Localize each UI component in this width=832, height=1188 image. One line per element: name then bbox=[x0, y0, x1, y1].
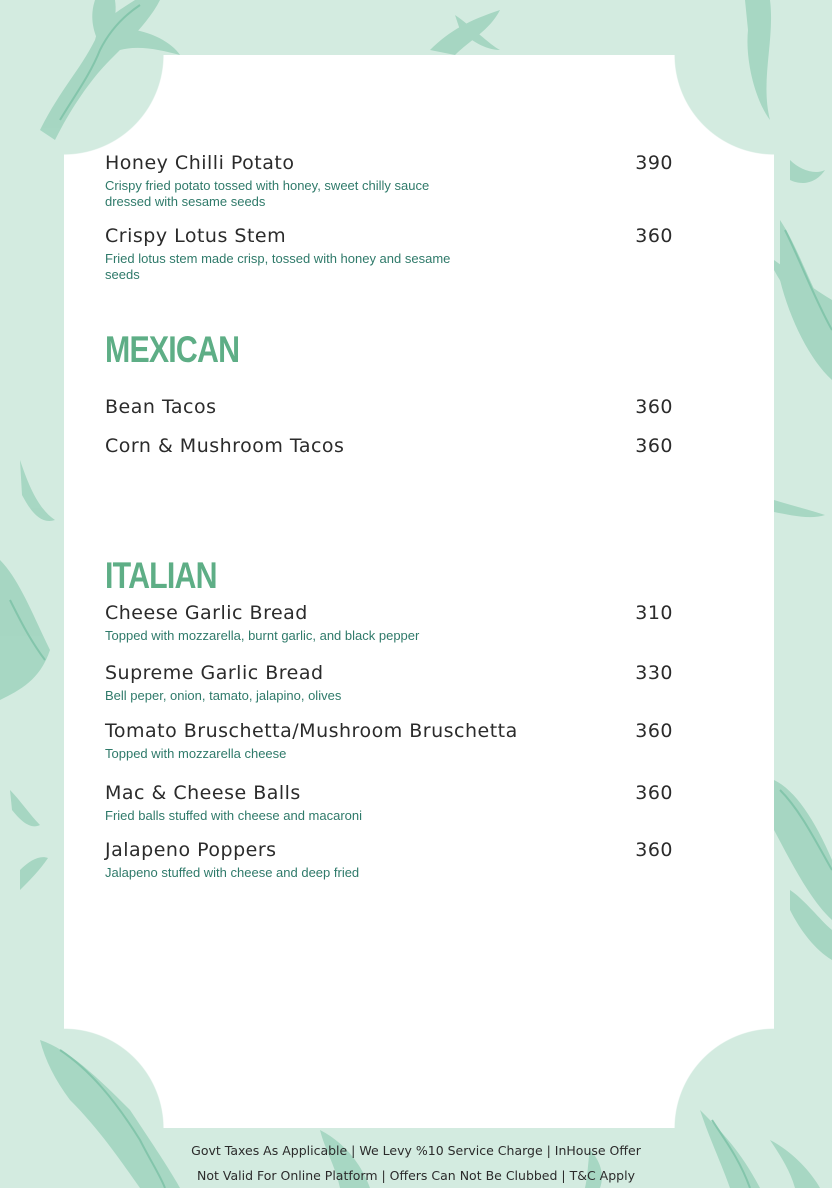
item-description: Crispy fried potato tossed with honey, sweet chilly sauce dressed with sesame seeds bbox=[105, 178, 430, 209]
item-name: Bean Tacos bbox=[105, 396, 217, 418]
item-description: Fried balls stuffed with cheese and macaroni bbox=[105, 808, 363, 823]
item-name: Crispy Lotus Stem bbox=[105, 225, 287, 247]
footer-disclaimer bbox=[0, 1138, 832, 1188]
item-price: 330 bbox=[635, 662, 673, 684]
item-description: Bell peper, onion, tamato, jalapino, olives bbox=[105, 688, 342, 703]
item-price: 360 bbox=[635, 839, 673, 861]
item-description: Jalapeno stuffed with cheese and deep fried bbox=[105, 865, 360, 880]
footer-line-1: Govt Taxes As Applicable | We Levy %10 Service Charge | InHouse Offer bbox=[191, 1143, 641, 1158]
item-description: Fried lotus stem made crisp, tossed with honey and sesame seeds bbox=[105, 251, 451, 282]
item-price: 360 bbox=[635, 720, 673, 742]
footer-line-2: Not Valid For Online Platform | Offers Can Not Be Clubbed | T&C Apply bbox=[197, 1168, 635, 1183]
item-name: Supreme Garlic Bread bbox=[105, 662, 324, 684]
item-name: Corn & Mushroom Tacos bbox=[105, 435, 345, 457]
item-name: Cheese Garlic Bread bbox=[105, 602, 308, 624]
item-name: Mac & Cheese Balls bbox=[105, 782, 301, 804]
item-description: Topped with mozzarella, burnt garlic, and black pepper bbox=[105, 628, 420, 643]
item-price: 390 bbox=[635, 152, 673, 174]
item-description: Topped with mozzarella cheese bbox=[105, 746, 287, 761]
section-title-italian: ITALIAN bbox=[105, 555, 217, 596]
item-price: 360 bbox=[635, 225, 673, 247]
item-price: 360 bbox=[635, 435, 673, 457]
item-name: Honey Chilli Potato bbox=[105, 152, 295, 174]
item-price: 360 bbox=[635, 782, 673, 804]
section-title-mexican: MEXICAN bbox=[105, 329, 240, 370]
item-name: Jalapeno Poppers bbox=[105, 839, 277, 861]
item-name: Tomato Bruschetta/Mushroom Bruschetta bbox=[105, 720, 518, 742]
item-price: 360 bbox=[635, 396, 673, 418]
item-price: 310 bbox=[635, 602, 673, 624]
